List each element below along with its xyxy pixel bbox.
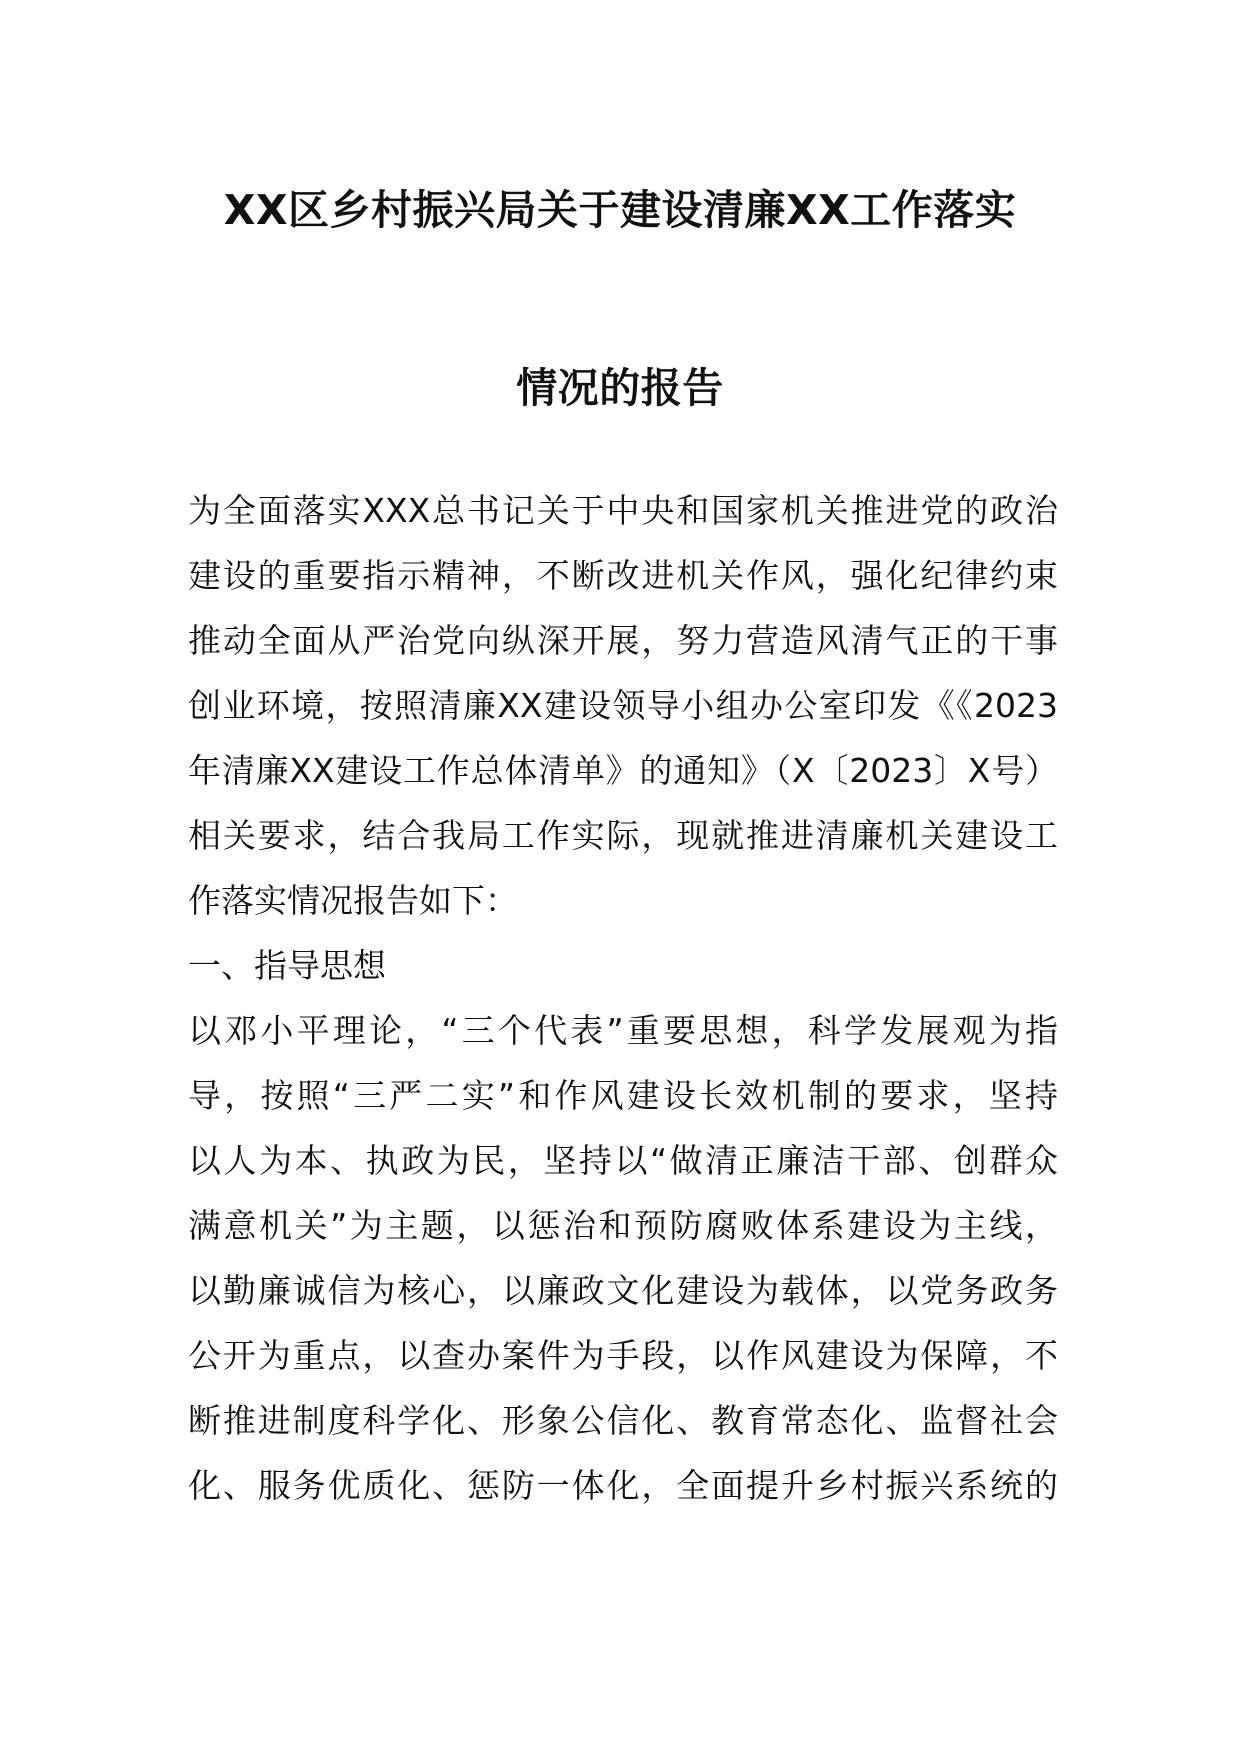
body-line: 推动全面从严治党向纵深开展，努力营造风清气正的干事 (188, 621, 1058, 660)
section-heading: 一、指导思想 (188, 946, 386, 985)
body-line: 建设的重要指示精神，不断改进机关作风，强化纪律约束 (188, 556, 1058, 595)
body-line: 以人为本、执政为民，坚持以“做清正廉洁干部、创群众 (188, 1141, 1058, 1180)
body-line: 导，按照“三严二实”和作风建设长效机制的要求，坚持 (188, 1076, 1058, 1115)
body-line: 年清廉XX建设工作总体清单》的通知》（X〔2023〕X号） (188, 751, 1058, 790)
document-title-line-2: 情况的报告 (516, 364, 724, 412)
body-line: 以邓小平理论，“三个代表”重要思想，科学发展观为指 (188, 1011, 1058, 1050)
body-line: 相关要求，结合我局工作实际，现就推进清廉机关建设工 (188, 816, 1058, 855)
body-line: 满意机关”为主题，以惩治和预防腐败体系建设为主线， (188, 1206, 1058, 1245)
body-line: 公开为重点，以查办案件为手段，以作风建设为保障，不 (188, 1336, 1058, 1375)
body-line: 以勤廉诚信为核心，以廉政文化建设为载体，以党务政务 (188, 1271, 1058, 1310)
body-line: 断推进制度科学化、形象公信化、教育常态化、监督社会 (188, 1401, 1058, 1440)
body-line: 作落实情况报告如下： (188, 881, 518, 920)
body-line: 化、服务优质化、惩防一体化，全面提升乡村振兴系统的 (188, 1466, 1058, 1505)
document-title-line-1: XX区乡村振兴局关于建设清廉XX工作落实 (223, 186, 1017, 234)
body-line: 为全面落实XXX总书记关于中央和国家机关推进党的政治 (188, 491, 1058, 530)
body-line: 创业环境，按照清廉XX建设领导小组办公室印发《《2023 (188, 686, 1058, 725)
